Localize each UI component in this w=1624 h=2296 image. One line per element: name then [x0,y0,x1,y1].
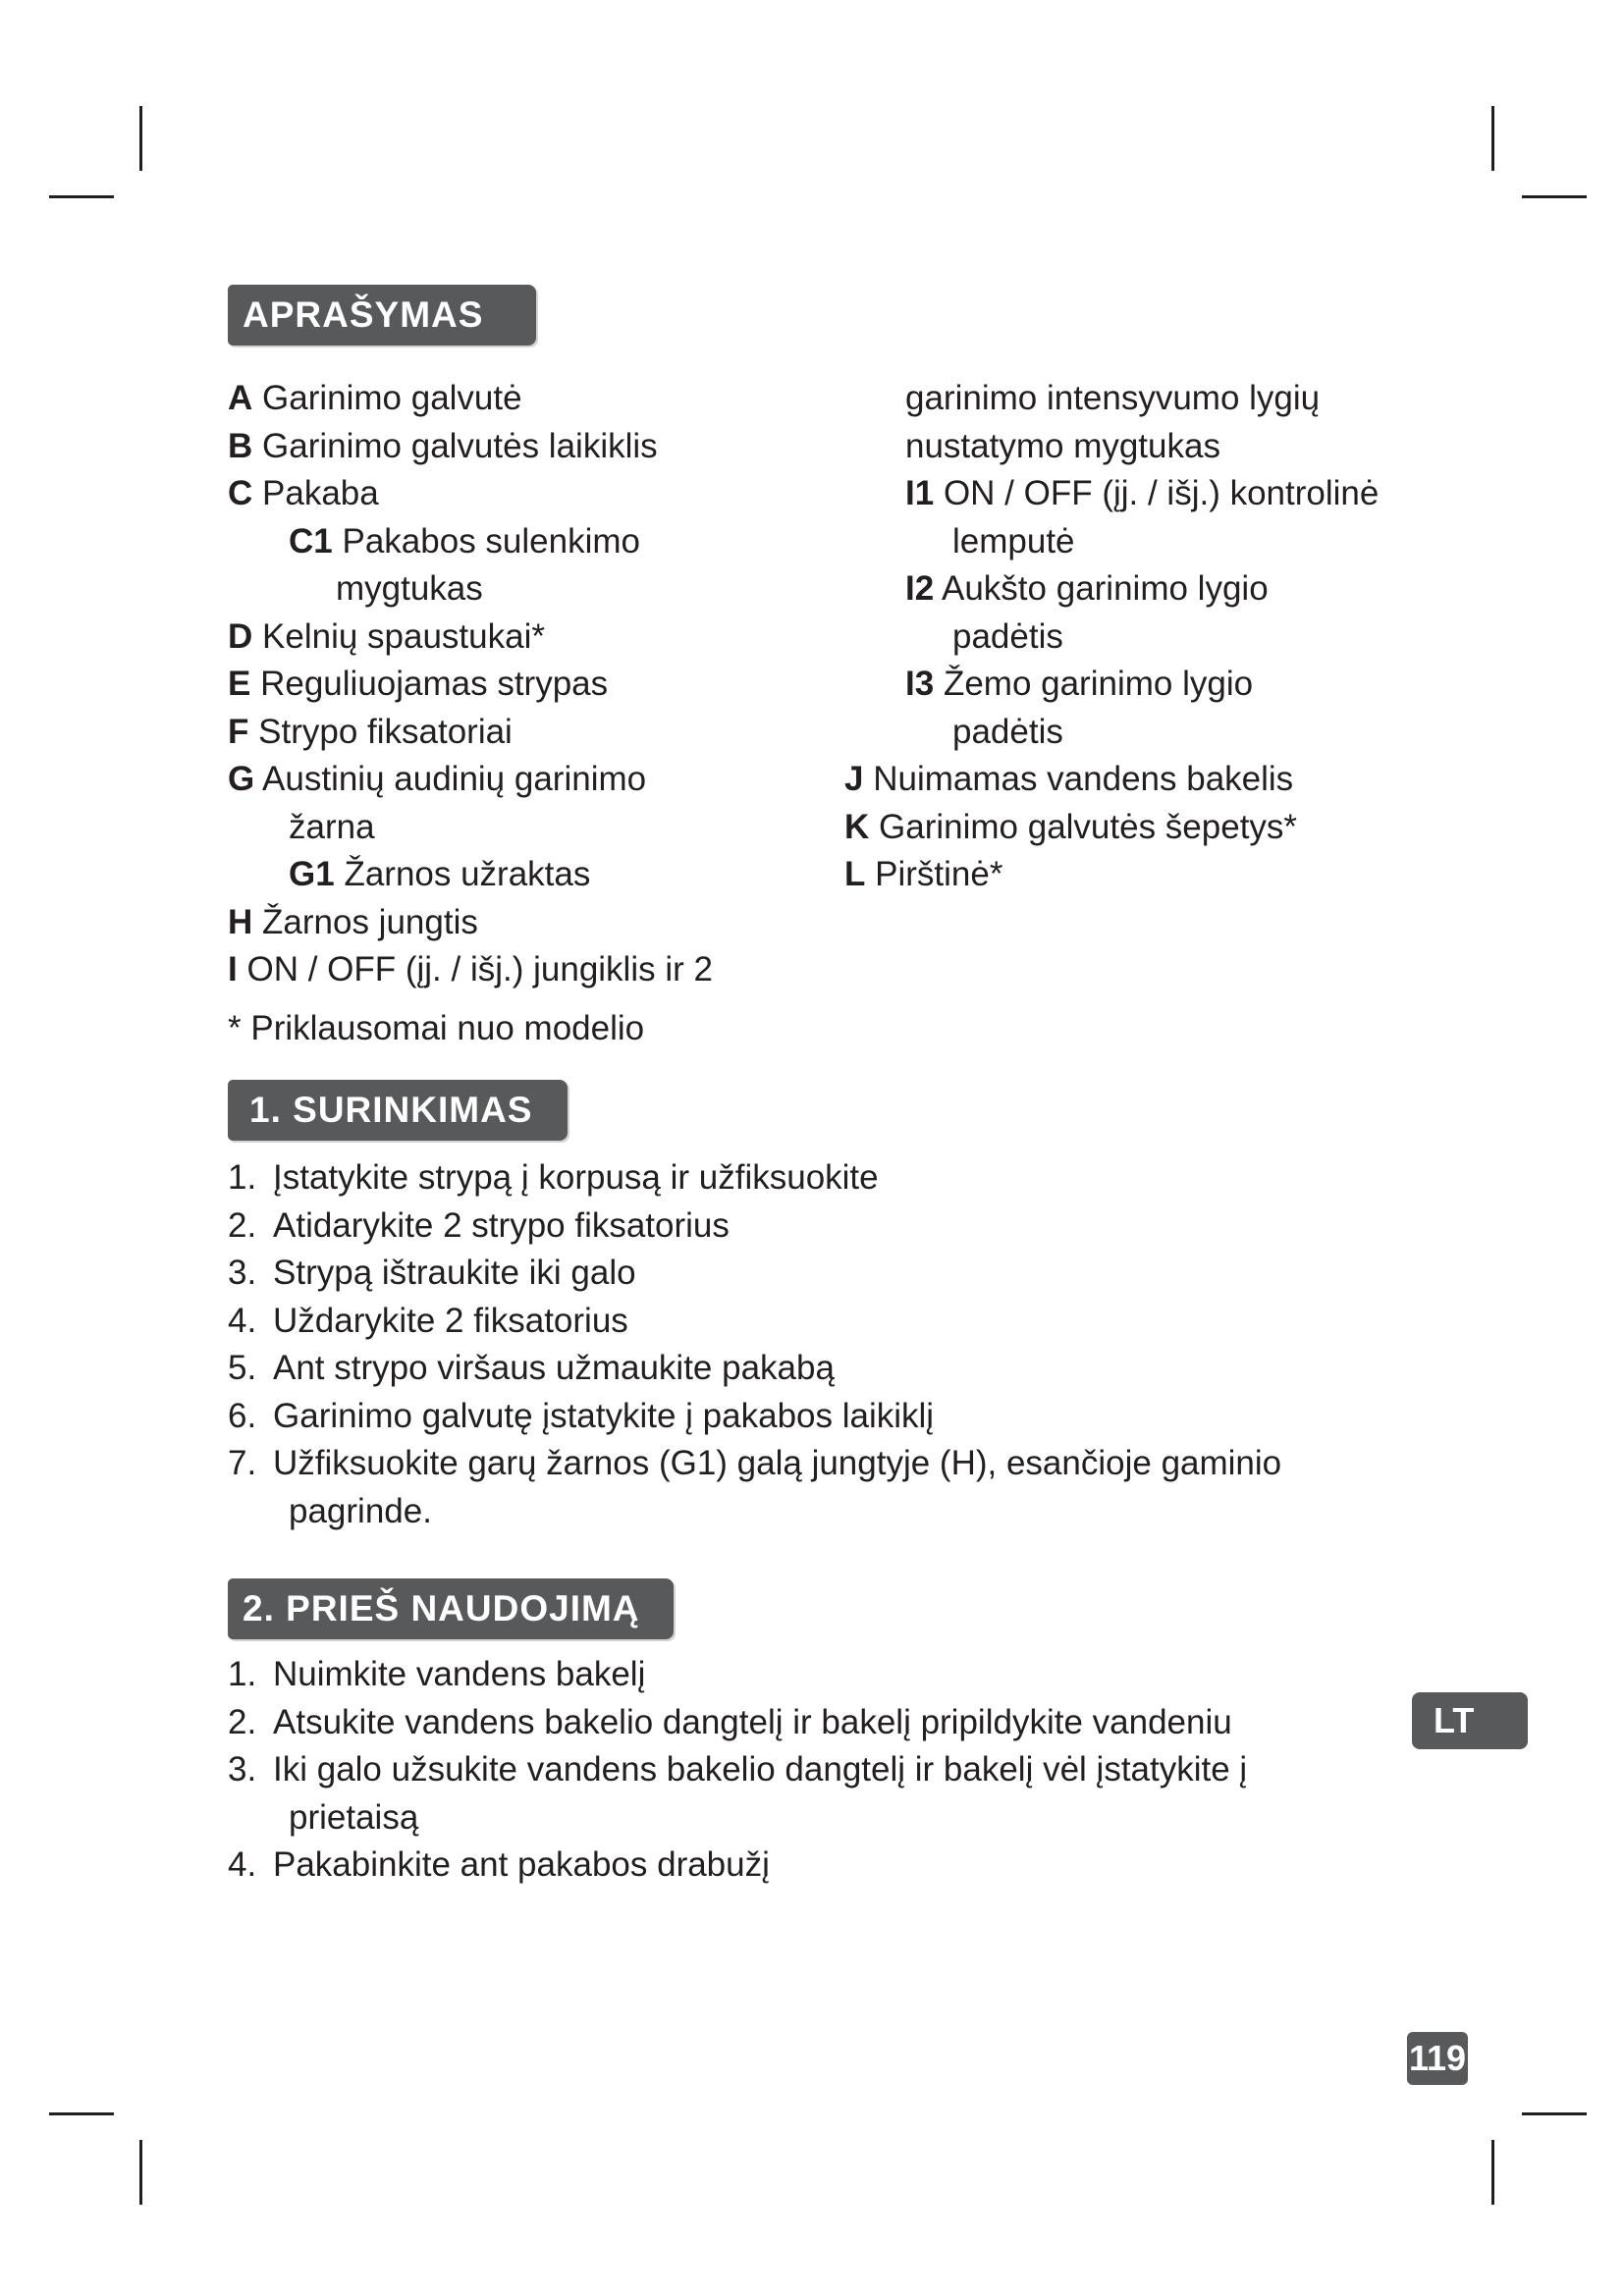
list-item: 5. Ant strypo viršaus užmaukite pakabą [228,1349,835,1387]
list-item: 4. Pakabinkite ant pakabos drabužį [228,1845,770,1884]
description-left-column [228,375,713,994]
list-item: G1 Žarnos užraktas [289,855,591,893]
list-item: 2. Atsukite vandens bakelio dangtelį ir bakelį pripildykite vandeniu [228,1702,1232,1741]
list-item: I3 Žemo garinimo lygio [905,665,1254,703]
list-item: 2. Atidarykite 2 strypo fiksatorius [228,1205,730,1245]
list-item-continuation: žarna [289,807,375,846]
list-item: I ON / OFF (įj. / išj.) jungiklis ir 2 [228,950,713,988]
list-item: 1. Įstatykite strypą į korpusą ir užfiksuokite [228,1158,879,1197]
crop-mark [49,2112,114,2115]
list-item: 1. Nuimkite vandens bakelį [228,1655,646,1693]
list-item: G Austinių audinių garinimo [228,760,647,798]
list-item: C Pakaba [228,474,379,512]
crop-mark [139,2140,142,2205]
list-item-continuation: garinimo intensyvumo lygių [905,379,1321,417]
list-item: 4. Uždarykite 2 fiksatorius [228,1301,628,1340]
list-item: D Kelnių spaustukai* [228,616,545,656]
assembly-steps [228,1154,1281,1535]
list-item-continuation: lemputė [952,521,1075,561]
footnote: * Priklausomai nuo modelio [228,1009,645,1047]
list-item-continuation: pagrinde. [289,1491,432,1530]
list-item-continuation: prietaisą [289,1797,419,1837]
crop-mark [139,106,142,171]
list-item: A Garinimo galvutė [228,379,522,417]
list-item: L Pirštinė* [844,855,1003,893]
crop-mark [1491,106,1494,171]
list-item: C1 Pakabos sulenkimo [289,521,640,561]
list-item: H Žarnos jungtis [228,902,478,941]
list-item: 3. Strypą ištraukite iki galo [228,1254,636,1292]
before-use-heading: 2. PRIEŠ NAUDOJIMĄ [228,1578,674,1639]
list-item: J Nuimamas vandens bakelis [844,760,1294,798]
assembly-heading: 1. SURINKIMAS [228,1080,568,1141]
list-item-continuation: padėtis [952,616,1063,656]
list-item-continuation: padėtis [952,712,1063,751]
list-item: 6. Garinimo galvutę įstatykite į pakabos laikiklį [228,1396,935,1435]
page-number: 119 [1407,2032,1468,2085]
before-use-steps [228,1651,1247,1890]
list-item: K Garinimo galvutės šepetys* [844,807,1298,846]
list-item: F Strypo fiksatoriai [228,712,513,751]
crop-mark [1522,195,1587,198]
list-item: E Reguliuojamas strypas [228,665,609,703]
description-heading: APRAŠYMAS [228,285,536,346]
list-item: 3. Iki galo užsukite vandens bakelio dangtelį ir bakelį vėl įstatykite į [228,1750,1248,1789]
list-item-continuation: nustatymo mygtukas [905,426,1220,465]
list-item-continuation: mygtukas [336,569,483,608]
list-item: 7. Užfiksuokite garų žarnos (G1) galą jungtyje (H), esančioje gaminio [228,1444,1282,1482]
description-right-column [844,375,1379,899]
crop-mark [1491,2140,1494,2205]
list-item: I1 ON / OFF (įj. / išj.) kontrolinė [905,474,1380,512]
crop-mark [1522,2112,1587,2115]
list-item: B Garinimo galvutės laikiklis [228,426,658,465]
language-tab: LT [1412,1692,1528,1749]
crop-mark [49,195,114,198]
list-item: I2 Aukšto garinimo lygio [905,569,1269,608]
